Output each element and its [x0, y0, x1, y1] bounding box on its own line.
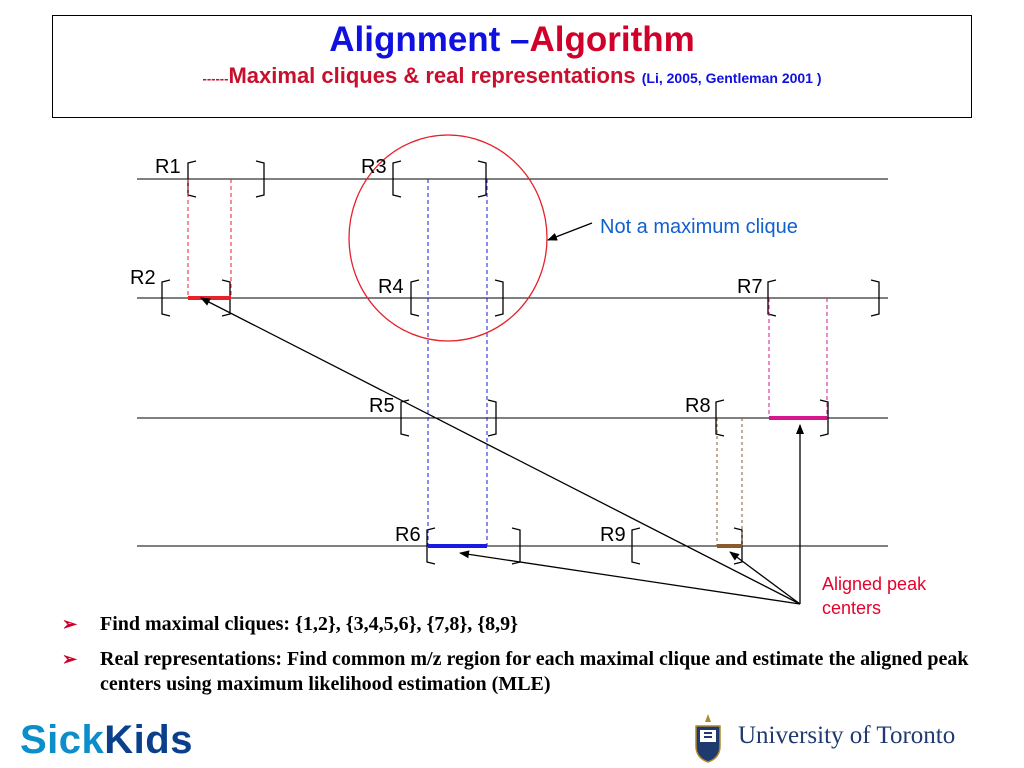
sickkids-logo — [20, 718, 193, 763]
arrow-bullet-icon: ➢ — [62, 614, 78, 634]
annotation-not-max-clique: Not a maximum clique — [600, 216, 798, 238]
bullet-item — [62, 612, 982, 637]
title-part1: Alignment – — [329, 20, 530, 59]
not-max-arrow — [548, 223, 592, 240]
sickkids-logo-part1: Sick — [20, 718, 105, 762]
sickkids-logo-part2: Kids — [104, 718, 193, 762]
label-r2: R2 — [130, 267, 156, 289]
bullet-text-2: Real representations: Find common m/z region for each maximal clique and estimate the aligned peak centers using maximum likelihood estimation (MLE) — [100, 648, 969, 695]
aligned-arrows — [201, 298, 800, 604]
arrow-bullet-icon: ➢ — [62, 649, 78, 669]
label-r5: R5 — [369, 395, 395, 417]
bullet-list — [62, 612, 982, 707]
subtitle-text: Maximal cliques & real representations — [228, 63, 636, 88]
label-r1: R1 — [155, 156, 181, 178]
label-r7: R7 — [737, 276, 763, 298]
label-r4: R4 — [378, 276, 404, 298]
clique-4-guides — [717, 418, 742, 546]
label-r9: R9 — [600, 524, 626, 546]
uoft-logo-text: University of Toronto — [738, 722, 956, 749]
label-r8: R8 — [685, 395, 711, 417]
label-r3: R3 — [361, 156, 387, 178]
subtitle-citation: (Li, 2005, Gentleman 2001 ) — [641, 70, 822, 86]
crest-icon — [690, 712, 726, 764]
label-r6: R6 — [395, 524, 421, 546]
clique-3-guides — [769, 298, 827, 418]
bullet-text-1: Find maximal cliques: {1,2}, {3,4,5,6}, {7,8}, {8,9} — [100, 613, 519, 635]
title-part2: Algorithm — [529, 20, 695, 59]
annotation-aligned-line1: Aligned peak — [822, 574, 927, 594]
bullet-item — [62, 647, 982, 697]
subtitle-dashes: ------ — [202, 71, 229, 86]
clique-2-guides — [428, 179, 487, 546]
annotation-aligned-line2: centers — [822, 598, 882, 618]
